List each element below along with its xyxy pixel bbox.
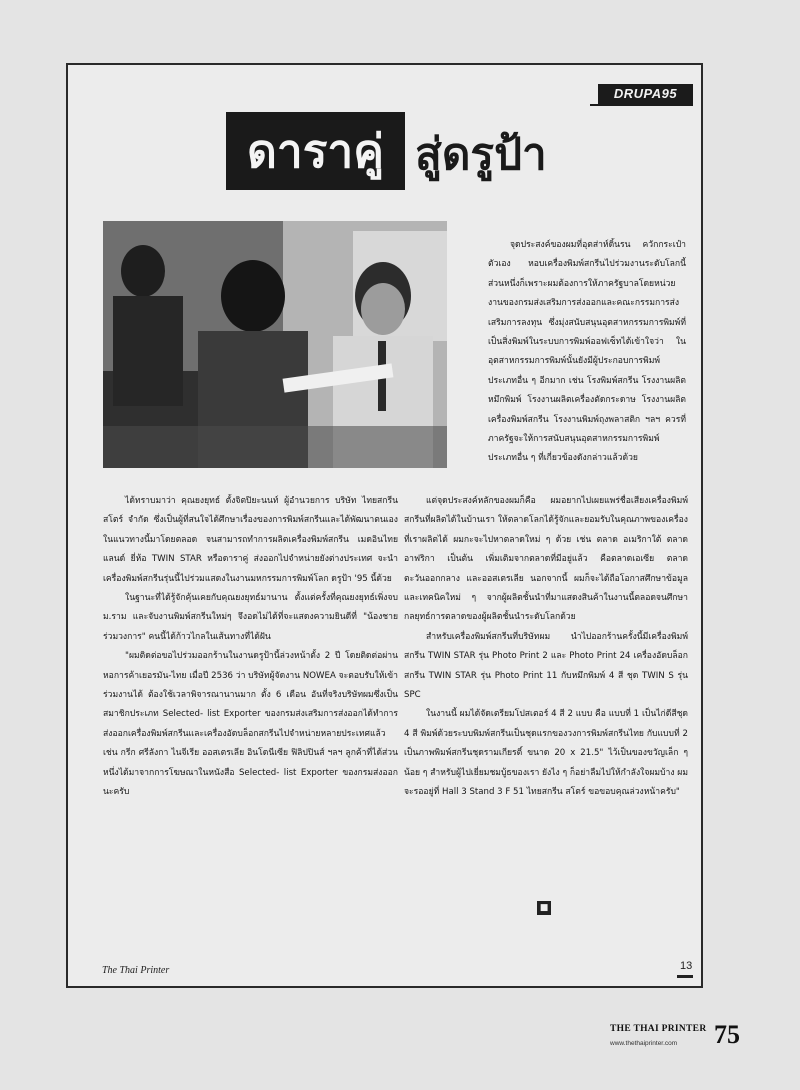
brand-name: THE THAI PRINTER [610,1024,707,1034]
footer-inner-page-number: 13 [680,960,693,972]
paragraph: แต่จุดประสงค์หลักของผมก็คือ ผมอยากไปเผยแพร่ชื่อเสียงเครื่องพิมพ์สกรีนที่ผลิตได้ในบ้านเรา ให้ตลาดโลกได้รู้จักและยอมรับในคุณภาพของเครื่องที่เราผลิตได้ ผมกะจะไปหาตลาดใหม่ ๆ ด้วย เช่น ตลาด อเมริกาใต้ ตลาดอาฟริกา เป็นต้น เพิ่มเติมจากตลาดที่มีอยู่แล้ว คือตลาดเอเซีย ตลาดตะวันออกกลาง และออสเตรเลีย นอกจากนี้ ผมก็จะได้ถือโอกาสศึกษาข้อมูลและเทคนิคใหม่ ๆ จากผู้ผลิตชั้นนำที่มาแสดงสินค้าในงานนี้ตลอดจนศึกษากลยุทธ์การตลาดของผู้ผลิตชั้นนำระดับโลกด้วย [404,496,688,623]
paragraph: ได้ทราบมาว่า คุณยงยุทธ์ ตั้งจิตปิยะนนท์ ผู้อำนวยการ บริษัท ไทยสกรีนสโตร์ จำกัด ซึ่งเป็นผู้ที่สนใจได้ศึกษาเรื่องของการพิมพ์สกรีนและได้พัฒนาตนเองในแนวทางนี้มาโดยตลอด จนสามารถทำการผลิตเครื่องพิมพ์สกรีน เมดอินไทยแลนด์ ยี่ห้อ TWIN STAR หรือดาราคู่ ส่งออกไปจำหน่ายยังต่างประเทศ จะนำเครื่องพิมพ์สกรีนรุ่นนี้ไปร่วมแสดงในงานมหกรรมการพิมพ์โลก ดรูป้า '95 นี้ด้วย [103,496,398,584]
body-column-right-bottom [404,492,688,803]
paragraph: สำหรับเครื่องพิมพ์สกรีนที่บริษัทผม นำไปออกร้านครั้งนี้มีเครื่องพิมพ์สกรีน TWIN STAR รุ่น Photo Print 2 และ Photo Print 24 เครื่องอัดบล็อกสกรีน TWIN STAR รุ่น Photo Print 11 กับหมึกพิมพ์ 4 สี ชุด TWIN S รุ่น SPC [404,631,688,701]
body-column-right-top [488,236,686,469]
article-photo [103,221,447,468]
paragraph: ในฐานะที่ได้รู้จักคุ้นเคยกับคุณยงยุทธ์มานาน ตั้งแต่ครั้งที่คุณยงยุทธ์เพิ่งจบ ม.ราม และจับงานพิมพ์สกรีนใหม่ๆ จึงอดไม่ได้ที่จะแสดงความยินดีที่ "น้องชายร่วมวงการ" คนนี้ได้ก้าวไกลในเส้นทางที่ได้ฝัน [103,593,398,642]
end-mark-icon: ■ [537,901,551,915]
paragraph: "ผมติดต่อขอไปร่วมออกร้านในงานดรูป้านี้ล่วงหน้าตั้ง 2 ปี โดยติดต่อผ่านหอการค้าเยอรมัน-ไทย เมื่อปี 2536 ว่า บริษัทผู้จัดงาน NOWEA จะตอบรับให้เข้าร่วมงานได้ ต้องใช้เวลาพิจารณานานมาก ตั้ง 6 เดือน อันที่จริงบริษัทผมซึ่งเป็นสมาชิกประเภท Selected- list Exporter ของกรมส่งเสริมการส่งออกได้ทำการส่งออกเครื่องพิมพ์สกรีนและเครื่องอัดบล็อกสกรีนไปจำหน่ายหลายประเทศแล้ว เช่น กรีก ศรีลังกา ไนจีเรีย ออสเตรเลีย อินโดนีเซีย ฟิลิปปินส์ ฯลฯ ลูกค้าที่ได้ส่วนหนึ่งได้มาจากการโฆษณาในหนังสือ Selected- list Exporter ของกรมส่งออกนะครับ [103,651,398,798]
section-tag-rule [590,104,693,106]
paragraph: ในงานนี้ ผมได้จัดเตรียมโปสเตอร์ 4 สี 2 แบบ คือ แบบที่ 1 เป็นไก่ดีสีชุด 4 สี พิมพ์ด้วยระบบพิมพ์สกรีนเป็นชุดแรกของวงการพิมพ์สกรีนไทย กับแบบที่ 2 เป็นภาพพิมพ์สกรีนชุดรามเกียรติ์ ขนาด 20 x 21.5" ไว้เป็นของขวัญเล็ก ๆ น้อย ๆ สำหรับผู้ไปเยี่ยมชมบู้ธของเรา ยังไง ๆ ก็อย่าลืมไปให้กำลังใจผมบ้าง ผมจะรออยู่ที่ Hall 3 Stand 3 F 51 ไทยสกรีน สโตร์ ขอขอบคุณล่วงหน้าครับ" [404,709,688,798]
footer-magazine-name: The Thai Printer [102,965,170,976]
article-title-highlight: ดาราคู่ [226,112,405,190]
footer-page-rule [677,975,693,978]
page-number: 75 [714,1020,740,1049]
brand-url: www.thethaiprinter.com [610,1040,678,1047]
paragraph: จุดประสงค์ของผมที่อุตส่าห์ดิ้นรน ควักกระเป๋าตัวเอง หอบเครื่องพิมพ์สกรีนไปร่วมงานระดับโลกนี้ ส่วนหนึ่งก็เพราะผมต้องการให้ภาครัฐบาลโดยหน่วยงานของกรมส่งเสริมการส่งออกและคณะกรรมการส่งเสริมการลงทุน ซึ่งมุ่งสนับสนุนอุตสาหกรรมการพิมพ์ที่เป็นสิ่งพิมพ์ในระบบการพิมพ์ออฟเซ็ทได้เข้าใจว่า ใน อุตสาหกรรมการพิมพ์นั้นยังมีผู้ประกอบการพิมพ์ประเภทอื่น ๆ อีกมาก เช่น โรงพิมพ์สกรีน โรงงานผลิตหมึกพิมพ์ โรงงานผลิตเครื่องตัดกระดาษ โรงงานผลิตเครื่องพิมพ์สกรีน โรงงานพิมพ์ถุงพลาสติก ฯลฯ ควรที่ภาครัฐจะให้การสนับสนุนอุตสาหกรรมการพิมพ์ประเภทอื่น ๆ ที่เกี่ยวข้องดังกล่าวแล้วด้วย [488,240,686,464]
article-title-rest: สู่ดรูป้า [415,129,547,180]
body-column-left [103,492,398,803]
section-tag: DRUPA95 [598,84,693,104]
photo-illustration [103,221,447,468]
